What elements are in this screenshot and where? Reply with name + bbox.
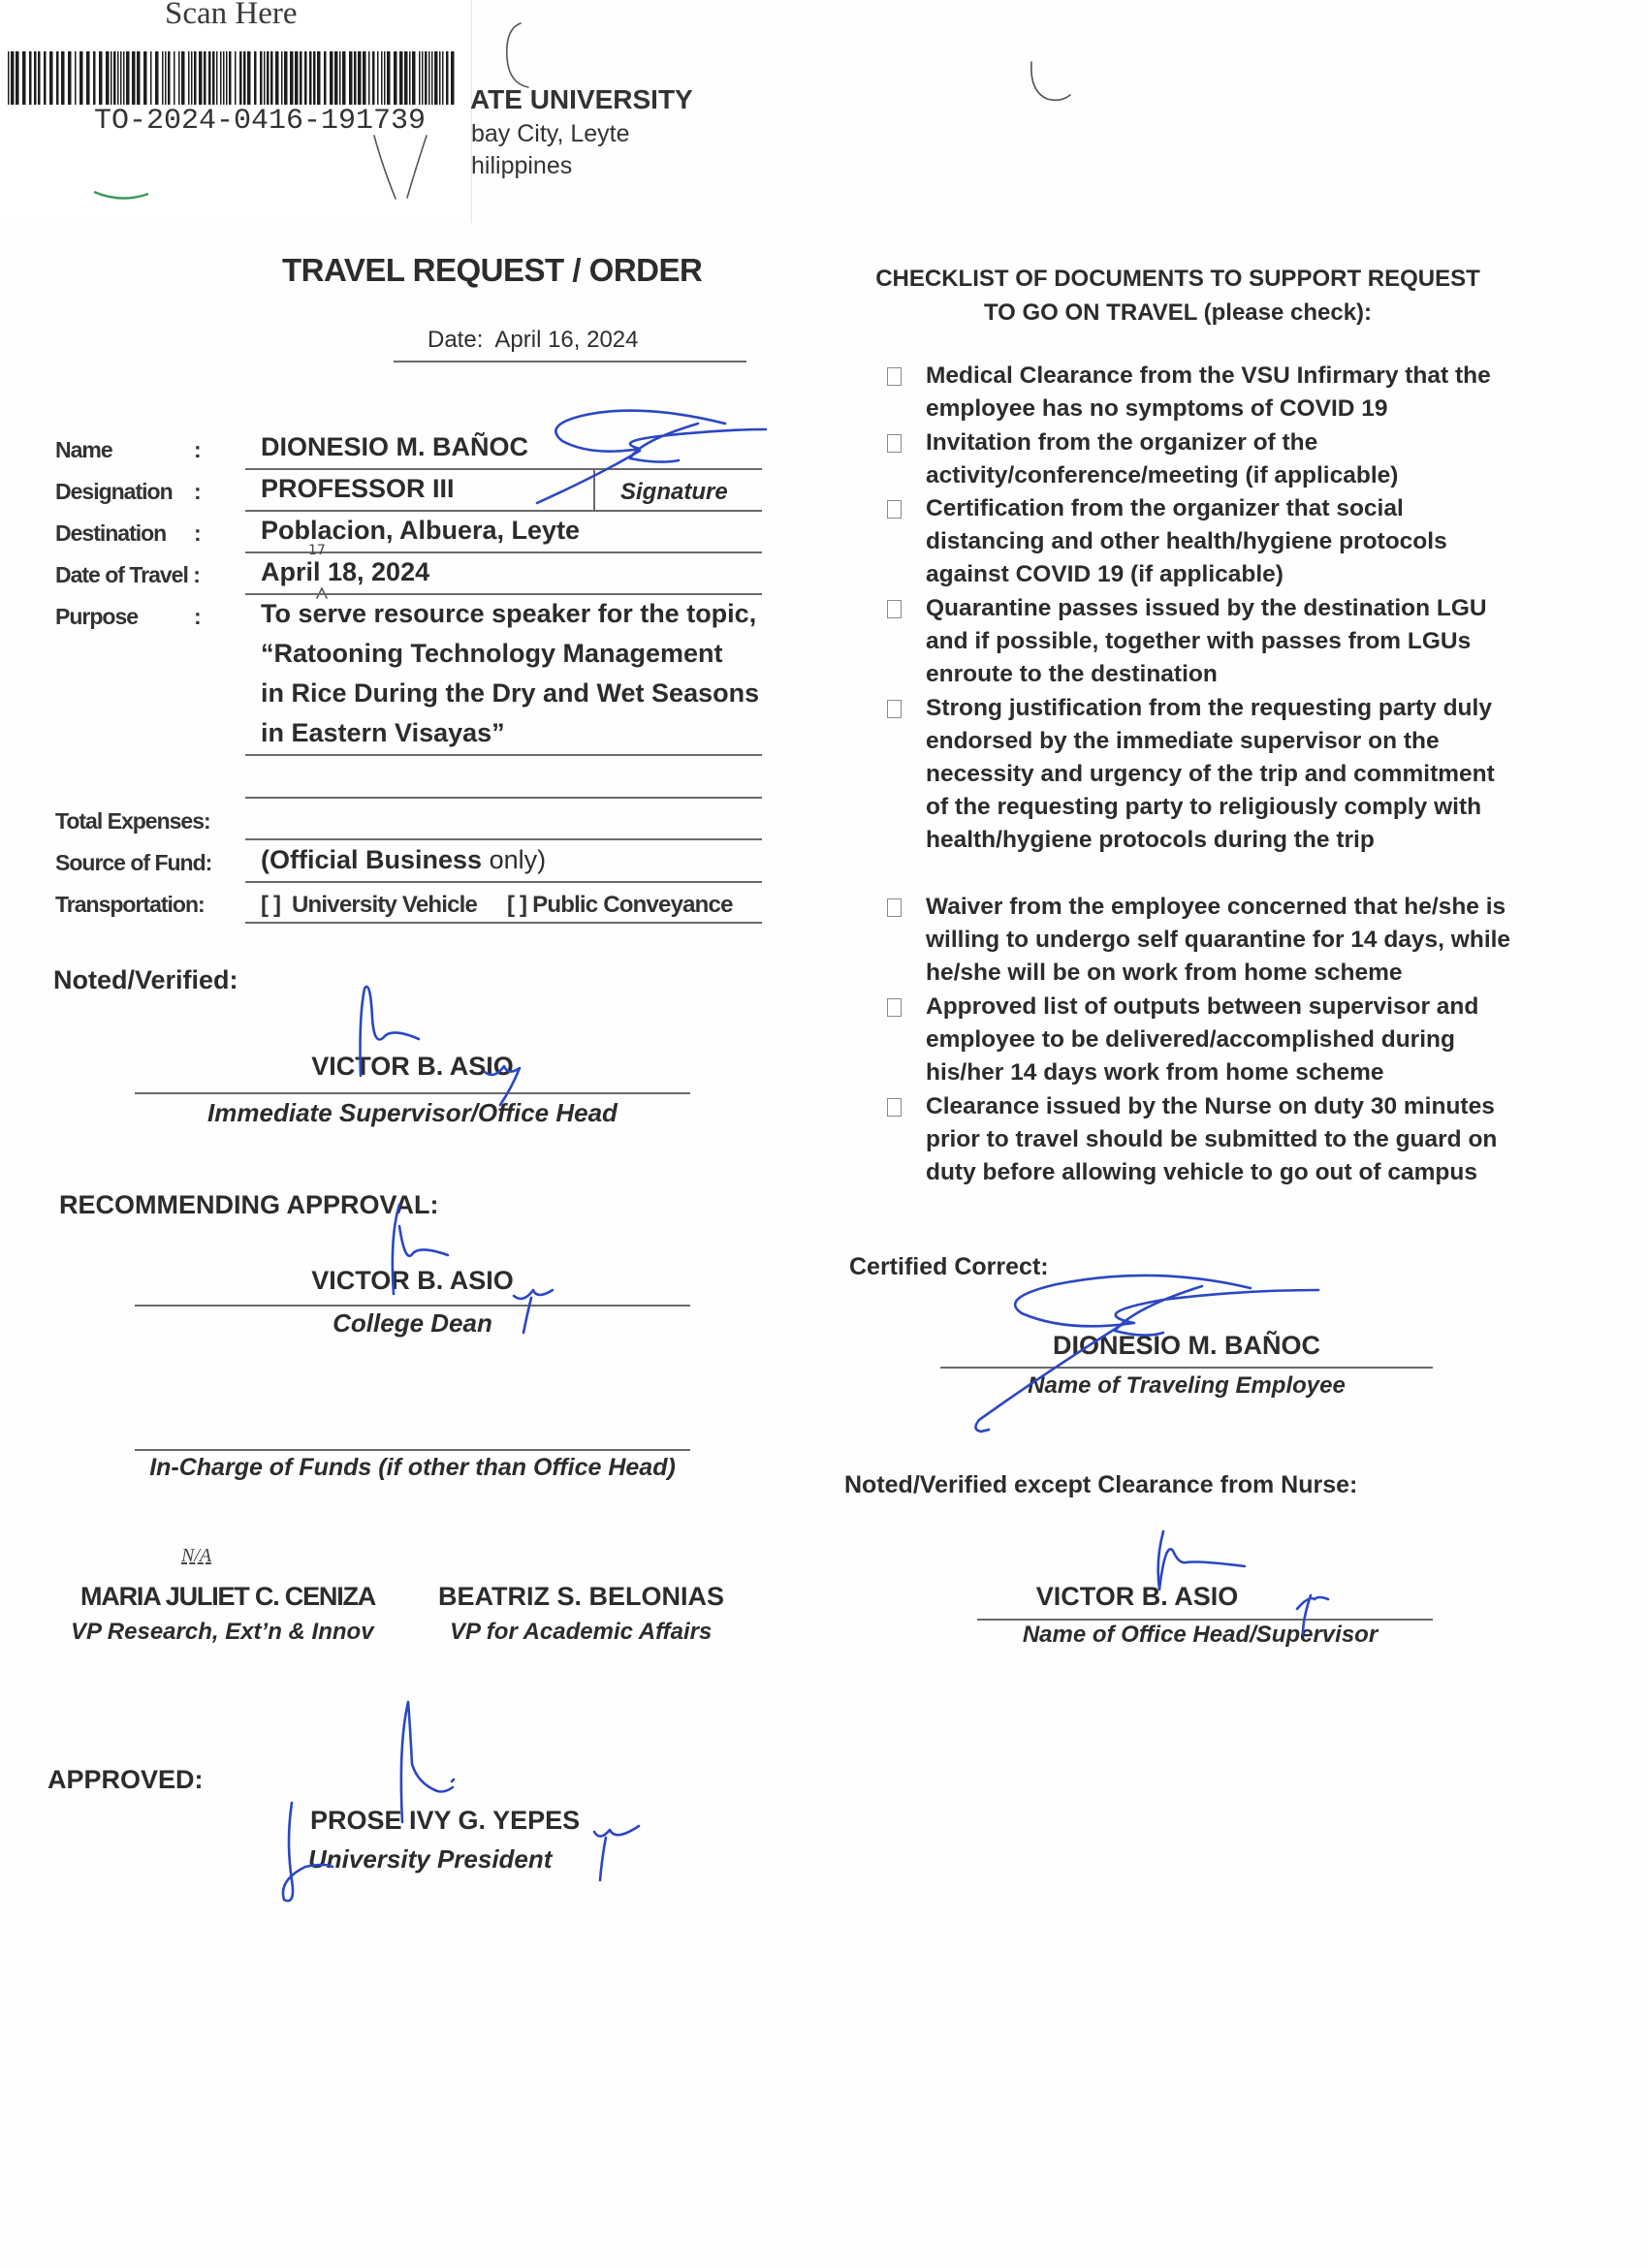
checkbox[interactable] bbox=[887, 1098, 902, 1117]
barcode-bar bbox=[377, 51, 379, 105]
date-value: April 16, 2024 bbox=[494, 327, 639, 353]
barcode-bar bbox=[93, 51, 96, 105]
employee-signature-icon bbox=[960, 1265, 1328, 1439]
barcode-bar bbox=[275, 51, 279, 105]
option-label: University Vehicle bbox=[292, 892, 478, 918]
supervisor-name: VICTOR B. ASIO bbox=[311, 1052, 514, 1081]
barcode-bar bbox=[111, 51, 112, 105]
vp-academic-name: BEATRIZ S. BELONIAS bbox=[438, 1582, 725, 1611]
colon: : bbox=[194, 437, 201, 462]
barcode-bar bbox=[317, 51, 321, 105]
source-of-fund-bold: (Official Business bbox=[261, 845, 483, 874]
barcode-bar bbox=[267, 51, 269, 105]
barcode-bar bbox=[381, 51, 383, 105]
name-label: Name bbox=[55, 437, 112, 462]
barcode-bar bbox=[208, 51, 211, 105]
checkbox-bracket[interactable]: [ ] bbox=[261, 892, 281, 918]
colon: : bbox=[194, 520, 201, 546]
colon: : bbox=[194, 479, 201, 504]
barcode-bar bbox=[384, 51, 386, 105]
field-line bbox=[245, 754, 762, 756]
barcode-bar bbox=[419, 51, 421, 105]
barcode-bar bbox=[8, 51, 10, 105]
barcode-bar bbox=[162, 51, 164, 105]
barcode-bar bbox=[339, 51, 341, 105]
purpose-label: Purpose bbox=[55, 604, 139, 629]
barcode-bar bbox=[49, 51, 53, 105]
barcode-bar bbox=[99, 51, 103, 105]
noted-except-label: Noted/Verified except Clearance from Nurse: bbox=[844, 1471, 1358, 1498]
barcode-bar bbox=[44, 51, 47, 105]
certified-correct-label: Certified Correct: bbox=[849, 1253, 1049, 1280]
funds-incharge-title: In-Charge of Funds (if other than Office Head) bbox=[149, 1454, 676, 1481]
checkbox[interactable] bbox=[887, 700, 902, 718]
barcode-bar bbox=[368, 51, 370, 105]
barcode-bar bbox=[178, 51, 180, 105]
date-correction-note: 17 bbox=[308, 543, 326, 558]
barcode-bar bbox=[199, 51, 203, 105]
barcode-bar bbox=[29, 51, 32, 105]
barcode-bar bbox=[404, 51, 408, 105]
barcode-bar bbox=[446, 51, 449, 105]
colon: : bbox=[194, 604, 201, 629]
barcode-bar bbox=[260, 51, 263, 105]
field-line bbox=[245, 881, 762, 883]
letterhead-country: hilippines bbox=[471, 152, 573, 179]
barcode-bar bbox=[239, 51, 242, 105]
barcode-bar bbox=[442, 51, 444, 105]
designation-field[interactable]: PROFESSOR III bbox=[261, 474, 455, 503]
barcode-bar bbox=[284, 51, 288, 105]
letterhead-city: bay City, Leyte bbox=[471, 120, 630, 147]
approved-label: APPROVED: bbox=[48, 1765, 204, 1794]
barcode-icon bbox=[8, 51, 459, 105]
barcode-bar bbox=[334, 51, 338, 105]
barcode-bar bbox=[434, 51, 438, 105]
checklist-item-text: Clearance issued by the Nurse on duty 30 minutes prior to travel should be submitted to the guard on duty before allowing vehicle to go out of campus bbox=[926, 1093, 1498, 1185]
dean-title: College Dean bbox=[333, 1308, 492, 1338]
barcode-bar bbox=[86, 51, 90, 105]
field-line bbox=[245, 593, 762, 595]
total-expenses-label: Total Expenses: bbox=[55, 808, 210, 834]
option-label: Public Conveyance bbox=[532, 892, 733, 918]
barcode-bar bbox=[22, 51, 26, 105]
barcode-bar bbox=[11, 51, 15, 105]
initials-signature-icon bbox=[378, 1197, 572, 1342]
checkbox[interactable] bbox=[887, 367, 902, 386]
barcode-bar bbox=[394, 51, 397, 105]
dean-name: VICTOR B. ASIO bbox=[311, 1266, 514, 1295]
tracking-code: TO-2024-0416-191739 bbox=[94, 105, 427, 138]
barcode-bar bbox=[270, 51, 273, 105]
barcode-bar bbox=[106, 51, 110, 105]
vp-academic-title: VP for Academic Affairs bbox=[450, 1619, 713, 1645]
checkbox-bracket[interactable]: [ ] bbox=[507, 892, 527, 918]
president-signature-icon bbox=[267, 1686, 654, 1909]
source-of-fund-rest: only) bbox=[482, 845, 547, 874]
checklist-item-text: Invitation from the organizer of the activity/conference/meeting (if applicable) bbox=[926, 429, 1399, 488]
barcode-bar bbox=[243, 51, 246, 105]
barcode-bar bbox=[68, 51, 72, 105]
barcode-bar bbox=[425, 51, 428, 105]
barcode-bar bbox=[174, 51, 175, 105]
barcode-bar bbox=[204, 51, 206, 105]
barcode-bar bbox=[226, 51, 228, 105]
initials-signature-icon bbox=[349, 979, 543, 1095]
barcode-bar bbox=[120, 51, 122, 105]
barcode-bar bbox=[451, 51, 455, 105]
barcode-bar bbox=[342, 51, 346, 105]
barcode-bar bbox=[216, 51, 218, 105]
checklist-heading-line1: CHECKLIST OF DOCUMENTS TO SUPPORT REQUEST bbox=[875, 266, 1480, 292]
barcode-bar bbox=[372, 51, 375, 105]
barcode-bar bbox=[304, 51, 307, 105]
scan-here-caption: Scan Here bbox=[165, 0, 298, 31]
barcode-bar bbox=[313, 51, 316, 105]
checkbox[interactable] bbox=[887, 898, 902, 917]
barcode-bar bbox=[212, 51, 215, 105]
barcode-bar bbox=[61, 51, 65, 105]
transportation-label: Transportation: bbox=[55, 892, 205, 917]
barcode-bar bbox=[113, 51, 116, 105]
barcode-bar bbox=[229, 51, 232, 105]
barcode-bar bbox=[38, 51, 41, 105]
barcode-bar bbox=[309, 51, 312, 105]
purpose-line[interactable]: in Rice During the Dry and Wet Seasons bbox=[261, 678, 760, 708]
barcode-bar bbox=[399, 51, 403, 105]
barcode-bar bbox=[168, 51, 171, 105]
name-field[interactable]: DIONESIO M. BAÑOC bbox=[261, 432, 529, 461]
barcode-bar bbox=[300, 51, 302, 105]
barcode-bar bbox=[191, 51, 193, 105]
barcode-bar bbox=[264, 51, 266, 105]
checkbox[interactable] bbox=[887, 998, 902, 1017]
barcode-bar bbox=[181, 51, 185, 105]
barcode-bar bbox=[290, 51, 294, 105]
checkbox[interactable] bbox=[887, 600, 902, 618]
field-line bbox=[245, 510, 762, 512]
na-note: N/A bbox=[181, 1545, 212, 1566]
barcode-bar bbox=[387, 51, 391, 105]
date-of-travel-field[interactable]: April 18, 2024 bbox=[261, 557, 430, 586]
noted-verified-label: Noted/Verified: bbox=[53, 965, 238, 994]
destination-field[interactable]: Poblacion, Albuera, Leyte bbox=[261, 516, 581, 545]
signature-scribble-icon bbox=[523, 402, 776, 509]
checklist-item-text: Quarantine passes issued by the destination LGU and if possible, together with passes from LGUs enroute to the destination bbox=[926, 595, 1487, 687]
transport-option-public-conveyance[interactable] bbox=[507, 892, 733, 919]
request-date bbox=[428, 327, 639, 354]
letterhead-university: ATE UNIVERSITY bbox=[470, 84, 693, 114]
date-of-travel-label: Date of Travel : bbox=[55, 562, 200, 587]
office-head-title: Name of Office Head/Supervisor bbox=[1022, 1622, 1379, 1648]
field-line bbox=[245, 838, 762, 840]
signature-label: Signature bbox=[620, 479, 728, 505]
barcode-bar bbox=[137, 51, 141, 105]
checklist-item-text: Approved list of outputs between supervisor and employee to be delivered/accomplished during his/her 14 days work from home scheme bbox=[926, 993, 1479, 1086]
barcode-bar bbox=[155, 51, 159, 105]
barcode-bar bbox=[281, 51, 283, 105]
barcode-bar bbox=[235, 51, 237, 105]
employee-name: DIONESIO M. BAÑOC bbox=[1052, 1331, 1320, 1360]
barcode-bar bbox=[123, 51, 125, 105]
source-of-fund-field[interactable] bbox=[261, 845, 546, 875]
date-underline bbox=[394, 361, 746, 362]
barcode-bar bbox=[409, 51, 411, 105]
purpose-line[interactable]: in Eastern Visayas” bbox=[261, 718, 505, 747]
barcode-bar bbox=[354, 51, 357, 105]
checkbox[interactable] bbox=[887, 434, 902, 453]
barcode-bar bbox=[247, 51, 251, 105]
barcode-bar bbox=[220, 51, 222, 105]
barcode-bar bbox=[428, 51, 430, 105]
recommending-approval-label: RECOMMENDING APPROVAL: bbox=[59, 1190, 439, 1219]
barcode-bar bbox=[363, 51, 366, 105]
checklist-item-text: Strong justification from the requesting party duly endorsed by the immediate supervisor on the necessity and urgency of the trip and commitment of the requesting party to religiously comply with health/hygiene protocols during the trip bbox=[926, 695, 1495, 853]
source-of-fund-label: Source of Fund: bbox=[55, 850, 212, 875]
barcode-bar bbox=[330, 51, 333, 105]
barcode-bar bbox=[34, 51, 37, 105]
initials-signature-icon bbox=[1144, 1502, 1377, 1648]
barcode-bar bbox=[150, 51, 152, 105]
checklist-heading bbox=[872, 262, 1483, 330]
designation-label: Designation bbox=[55, 479, 173, 504]
barcode-bar bbox=[165, 51, 167, 105]
barcode-bar bbox=[358, 51, 362, 105]
purpose-line[interactable]: “Ratooning Technology Management bbox=[261, 639, 723, 668]
barcode-bar bbox=[143, 51, 147, 105]
supervisor-title: Immediate Supervisor/Office Head bbox=[207, 1098, 618, 1127]
checklist-item-text: Certification from the organizer that social distancing and other health/hygiene protocols against COVID 19 (if applicable) bbox=[926, 495, 1447, 587]
barcode-bar bbox=[132, 51, 136, 105]
barcode-bar bbox=[422, 51, 424, 105]
barcode-bar bbox=[431, 51, 433, 105]
barcode-bar bbox=[75, 51, 77, 105]
transport-option-university-vehicle[interactable] bbox=[261, 892, 477, 919]
barcode-bar bbox=[194, 51, 197, 105]
checklist-item-text: Waiver from the employee concerned that he/she is willing to undergo self quarantine for 14 days, while he/she will be on work from home scheme bbox=[926, 894, 1511, 986]
field-line bbox=[245, 797, 762, 799]
president-name: PROSE IVY G. YEPES bbox=[310, 1806, 581, 1835]
barcode-bar bbox=[16, 51, 19, 105]
barcode-bar bbox=[349, 51, 353, 105]
barcode-bar bbox=[295, 51, 299, 105]
field-line bbox=[245, 922, 762, 924]
date-label: Date: bbox=[428, 327, 484, 353]
barcode-bar bbox=[117, 51, 119, 105]
barcode-bar bbox=[126, 51, 130, 105]
logo-arc-icon bbox=[92, 190, 150, 204]
checkbox[interactable] bbox=[887, 500, 902, 519]
barcode-bar bbox=[188, 51, 190, 105]
office-head-name: VICTOR B. ASIO bbox=[1035, 1582, 1239, 1611]
barcode-bar bbox=[324, 51, 327, 105]
barcode-bar bbox=[439, 51, 441, 105]
vp-research-title: VP Research, Ext’n & Innov bbox=[71, 1619, 374, 1645]
barcode-bar bbox=[56, 51, 59, 105]
checklist-item-text: Medical Clearance from the VSU Infirmary that the employee has no symptoms of COVID 19 bbox=[926, 362, 1491, 422]
barcode-bar bbox=[412, 51, 416, 105]
barcode-bar bbox=[223, 51, 225, 105]
president-title: University President bbox=[308, 1844, 553, 1874]
vp-research-name: MARIA JULIET C. CENIZA bbox=[80, 1582, 376, 1611]
barcode-bar bbox=[254, 51, 257, 105]
seal-mark-icon bbox=[499, 19, 538, 97]
barcode-bar bbox=[79, 51, 83, 105]
purpose-line[interactable]: To serve resource speaker for the topic, bbox=[261, 599, 757, 628]
checklist-heading-line2: TO GO ON TRAVEL (please check): bbox=[983, 299, 1373, 326]
destination-label: Destination bbox=[55, 520, 167, 546]
pencil-mark-icon bbox=[368, 126, 475, 204]
form-title: TRAVEL REQUEST / ORDER bbox=[282, 252, 703, 288]
employee-title: Name of Traveling Employee bbox=[1028, 1372, 1346, 1399]
seal-mark-icon bbox=[1028, 58, 1076, 107]
signature-line bbox=[135, 1449, 690, 1451]
